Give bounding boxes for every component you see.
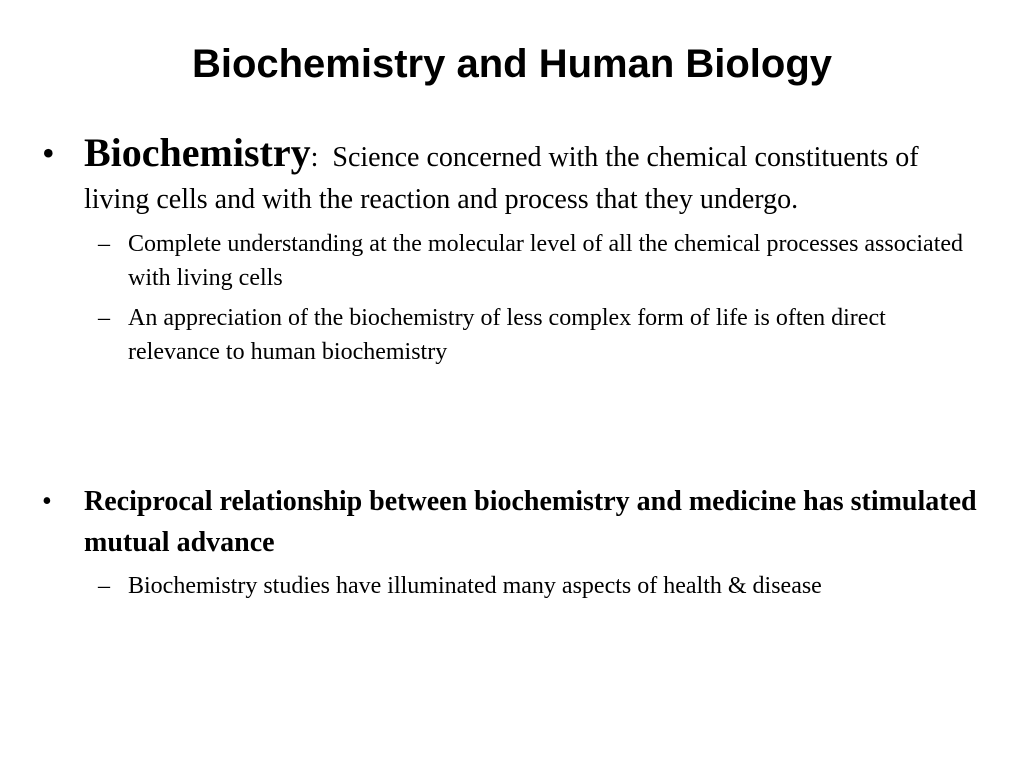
bullet-text: Reciprocal relationship between biochemistry and medicine has stimulated mutual advance [84,486,977,558]
bullet-term: Biochemistry [84,130,311,175]
subpoint-health-disease [40,569,980,603]
bullet-marker: • [42,486,52,517]
slide-title: Biochemistry and Human Biology [191,42,833,86]
bullet-reciprocal-relationship [40,481,980,563]
subpoint-marker: – [98,573,110,599]
subpoint-molecular-level [40,227,980,295]
subpoint-marker: – [98,305,110,331]
bullet-text: Science concerned with the chemical constituents of living cells and with the reaction and process that they undergo. [84,142,919,215]
bullet-marker: • [42,133,55,173]
subpoint-text: Biochemistry studies have illuminated many aspects of health & disease [128,573,822,599]
subpoint-text: Complete understanding at the molecular level of all the chemical processes associated with living cells [128,231,964,291]
bullet-biochemistry [40,132,980,221]
subpoint-marker: – [98,231,110,257]
subpoint-less-complex-life [40,301,980,369]
term-separator: : [310,142,319,173]
subpoint-text: An appreciation of the biochemistry of less complex form of life is often direct relevance to human biochemistry [128,305,886,365]
slide-body [40,132,980,603]
